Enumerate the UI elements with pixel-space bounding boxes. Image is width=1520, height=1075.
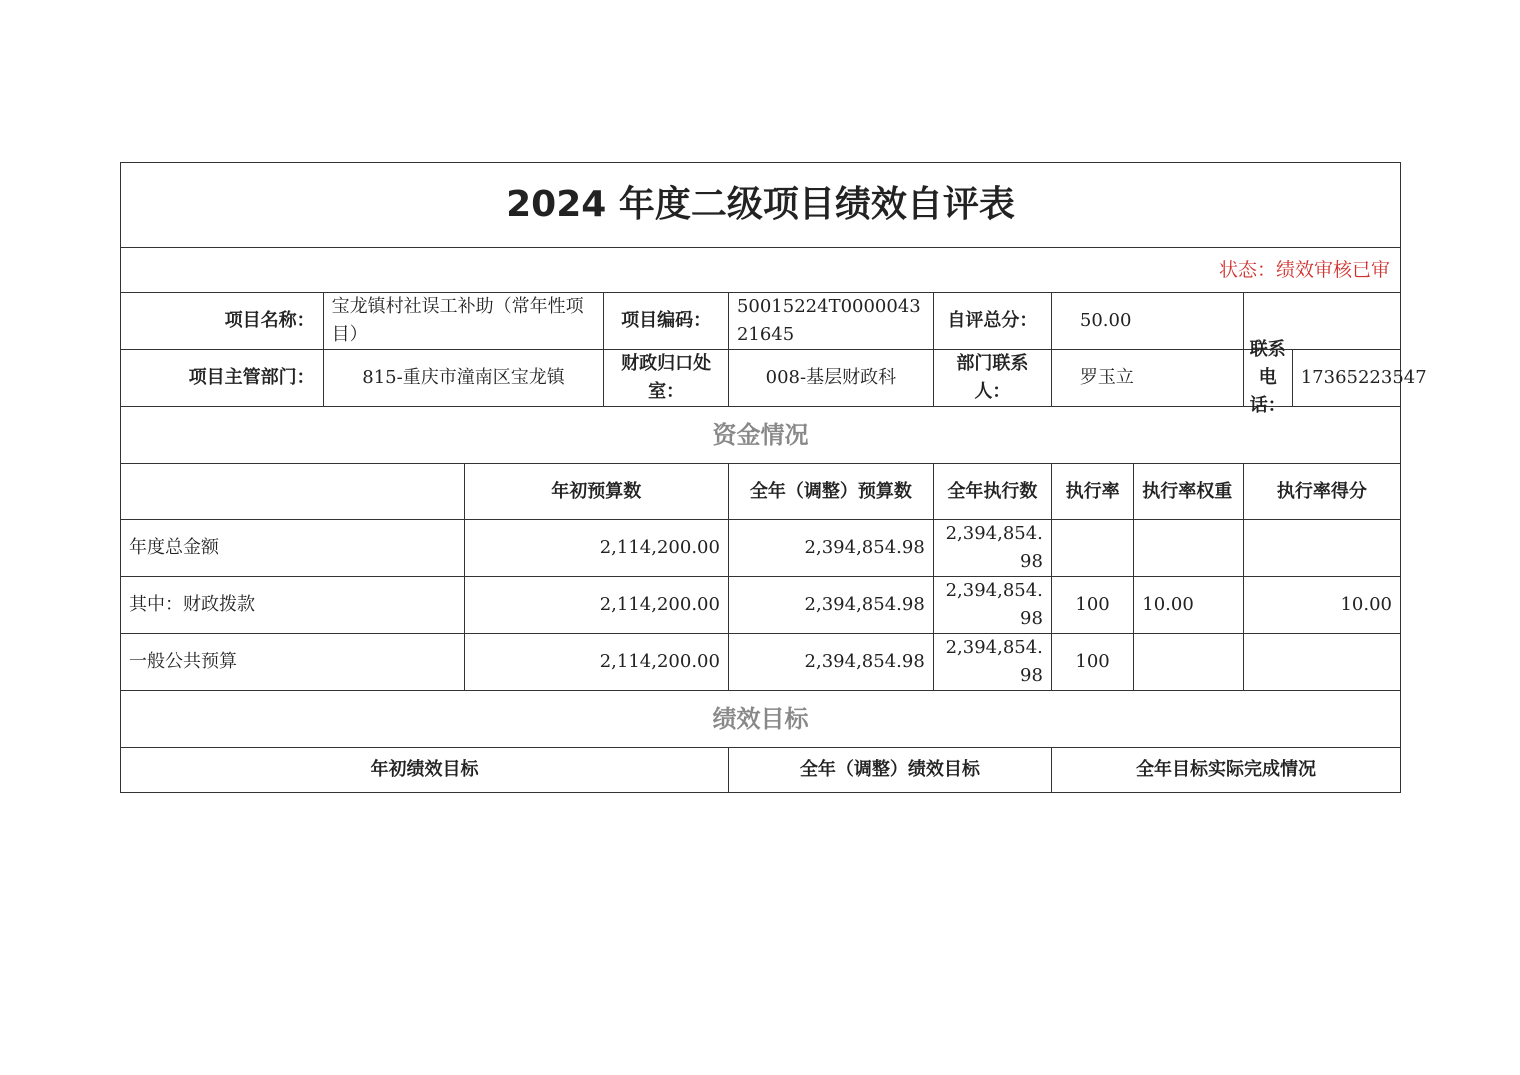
project-name-value: 宝龙镇村社误工补助（常年性项目）	[323, 293, 604, 350]
initial-budget: 2,114,200.00	[464, 634, 728, 691]
funds-header-rate: 执行率	[1051, 464, 1133, 520]
page-title: 2024 年度二级项目绩效自评表	[121, 163, 1401, 248]
execution-weight	[1134, 520, 1243, 577]
row-label: 一般公共预算	[121, 634, 465, 691]
phone-label: 联系电话：	[1244, 350, 1293, 406]
score-label: 自评总分：	[933, 293, 1051, 350]
adjusted-budget: 2,394,854.98	[728, 634, 933, 691]
execution-rate: 100	[1051, 577, 1133, 634]
execution-score	[1243, 634, 1400, 691]
goals-header-adjusted: 全年（调整）绩效目标	[728, 748, 1051, 793]
dept-value: 815-重庆市潼南区宝龙镇	[323, 350, 604, 407]
execution-rate: 100	[1051, 634, 1133, 691]
executed-amount: 2,394,854.98	[933, 634, 1051, 691]
contact-label: 部门联系人：	[933, 350, 1051, 407]
execution-weight: 10.00	[1134, 577, 1243, 634]
status-cell	[121, 248, 1401, 293]
execution-weight	[1134, 634, 1243, 691]
goals-header-actual: 全年目标实际完成情况	[1051, 748, 1400, 793]
dept-label: 项目主管部门：	[121, 350, 324, 407]
evaluation-table	[120, 162, 1427, 793]
executed-amount: 2,394,854.98	[933, 577, 1051, 634]
adjusted-budget: 2,394,854.98	[728, 520, 933, 577]
project-code-label: 项目编码：	[604, 293, 729, 350]
table-row	[121, 520, 1401, 577]
project-code-value: 50015224T000004321645	[728, 293, 933, 350]
row-label: 年度总金额	[121, 520, 465, 577]
execution-score: 10.00	[1243, 577, 1400, 634]
goals-section-title: 绩效目标	[121, 691, 1401, 748]
goals-header-initial: 年初绩效目标	[121, 748, 729, 793]
initial-budget: 2,114,200.00	[464, 577, 728, 634]
initial-budget: 2,114,200.00	[464, 520, 728, 577]
status-text: 状态：绩效审核已审	[1218, 259, 1390, 281]
funds-header-score: 执行率得分	[1243, 464, 1400, 520]
phone-cell	[1243, 339, 1427, 416]
score-value: 50.00	[1051, 293, 1243, 350]
evaluation-sheet	[120, 162, 1427, 793]
finance-value: 008-基层财政科	[728, 350, 933, 407]
funds-header-blank	[121, 464, 465, 520]
execution-score	[1243, 520, 1400, 577]
funds-header-adjusted: 全年（调整）预算数	[728, 464, 933, 520]
project-name-label: 项目名称：	[121, 293, 324, 350]
table-row	[121, 577, 1401, 634]
finance-label: 财政归口处室：	[604, 350, 729, 407]
adjusted-budget: 2,394,854.98	[728, 577, 933, 634]
funds-header-weight: 执行率权重	[1134, 464, 1243, 520]
phone-value: 17365223547	[1300, 367, 1427, 388]
funds-header-executed: 全年执行数	[933, 464, 1051, 520]
table-row	[121, 634, 1401, 691]
contact-value: 罗玉立	[1051, 350, 1243, 407]
funds-section-title: 资金情况	[121, 407, 1401, 464]
row-label: 其中：财政拨款	[121, 577, 465, 634]
execution-rate	[1051, 520, 1133, 577]
executed-amount: 2,394,854.98	[933, 520, 1051, 577]
funds-header-initial: 年初预算数	[464, 464, 728, 520]
